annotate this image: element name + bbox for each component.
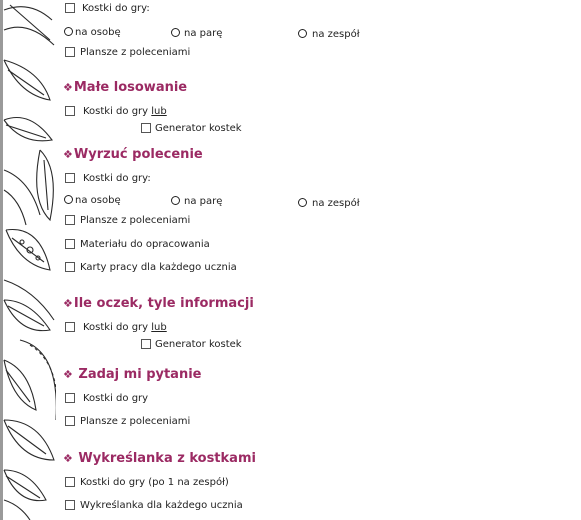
radio-label: na zespół	[312, 198, 360, 209]
checkbox[interactable]	[65, 239, 75, 249]
radio-label: na osobę	[75, 195, 121, 206]
checkbox[interactable]	[141, 123, 151, 133]
checkbox-label: Kostki do gry:	[83, 173, 151, 184]
diamond-bullet-icon: ❖	[63, 368, 73, 381]
radio-button[interactable]	[298, 29, 307, 38]
checkbox[interactable]	[65, 3, 75, 13]
section-heading	[63, 296, 254, 312]
diamond-bullet-icon: ❖	[63, 81, 73, 94]
radio-label: na osobę	[75, 27, 121, 38]
checkbox-label-text: Kostki do gry	[83, 106, 149, 117]
radio-label: na parę	[184, 196, 223, 207]
checkbox-label: Materiału do opracowania	[80, 239, 210, 250]
radio-button[interactable]	[171, 196, 180, 205]
checkbox-label: Karty pracy dla każdego ucznia	[80, 262, 237, 273]
checkbox[interactable]	[141, 339, 151, 349]
or-label: lub	[151, 322, 167, 333]
diamond-bullet-icon: ❖	[63, 148, 73, 161]
checkbox-label: Generator kostek	[155, 339, 242, 350]
checkbox[interactable]	[65, 393, 75, 403]
section-title: Wyrzuć polecenie	[73, 147, 203, 162]
checkbox-label: Plansze z poleceniami	[80, 416, 191, 427]
checkbox[interactable]	[65, 173, 75, 183]
section-heading	[63, 451, 256, 467]
section-heading	[63, 367, 201, 383]
section-title: Małe losowanie	[73, 80, 188, 95]
checkbox[interactable]	[65, 477, 75, 487]
diamond-bullet-icon: ❖	[63, 452, 73, 465]
radio-button[interactable]	[64, 195, 73, 204]
checkbox[interactable]	[65, 47, 75, 57]
radio-label: na parę	[184, 28, 223, 39]
checkbox-label: Kostki do gry:	[82, 3, 150, 14]
checkbox[interactable]	[65, 262, 75, 272]
checkbox-label: Generator kostek	[155, 123, 242, 134]
radio-button[interactable]	[171, 28, 180, 37]
checkbox-label	[83, 106, 167, 118]
section-heading	[63, 80, 187, 96]
or-label: lub	[151, 106, 167, 117]
checkbox-label: Plansze z poleceniami	[80, 215, 191, 226]
checkbox-label: Wykreślanka dla każdego ucznia	[80, 500, 243, 511]
checkbox[interactable]	[65, 106, 75, 116]
radio-button[interactable]	[64, 27, 73, 36]
checkbox-label-text: Kostki do gry	[83, 322, 149, 333]
radio-button[interactable]	[298, 198, 307, 207]
diamond-bullet-icon: ❖	[63, 297, 73, 310]
checkbox[interactable]	[65, 322, 75, 332]
section-title: Zadaj mi pytanie	[73, 367, 202, 382]
section-title: Wykreślanka z kostkami	[73, 451, 256, 466]
checkbox[interactable]	[65, 500, 75, 510]
section-title: Ile oczek, tyle informacji	[73, 296, 254, 311]
checkbox[interactable]	[65, 215, 75, 225]
checkbox-label: Plansze z poleceniami	[80, 47, 191, 58]
checkbox-label: Kostki do gry (po 1 na zespół)	[80, 477, 229, 488]
checkbox[interactable]	[65, 416, 75, 426]
section-heading	[63, 147, 203, 163]
radio-label: na zespół	[312, 29, 360, 40]
checkbox-label: Kostki do gry	[83, 393, 149, 404]
checkbox-label	[83, 322, 167, 334]
